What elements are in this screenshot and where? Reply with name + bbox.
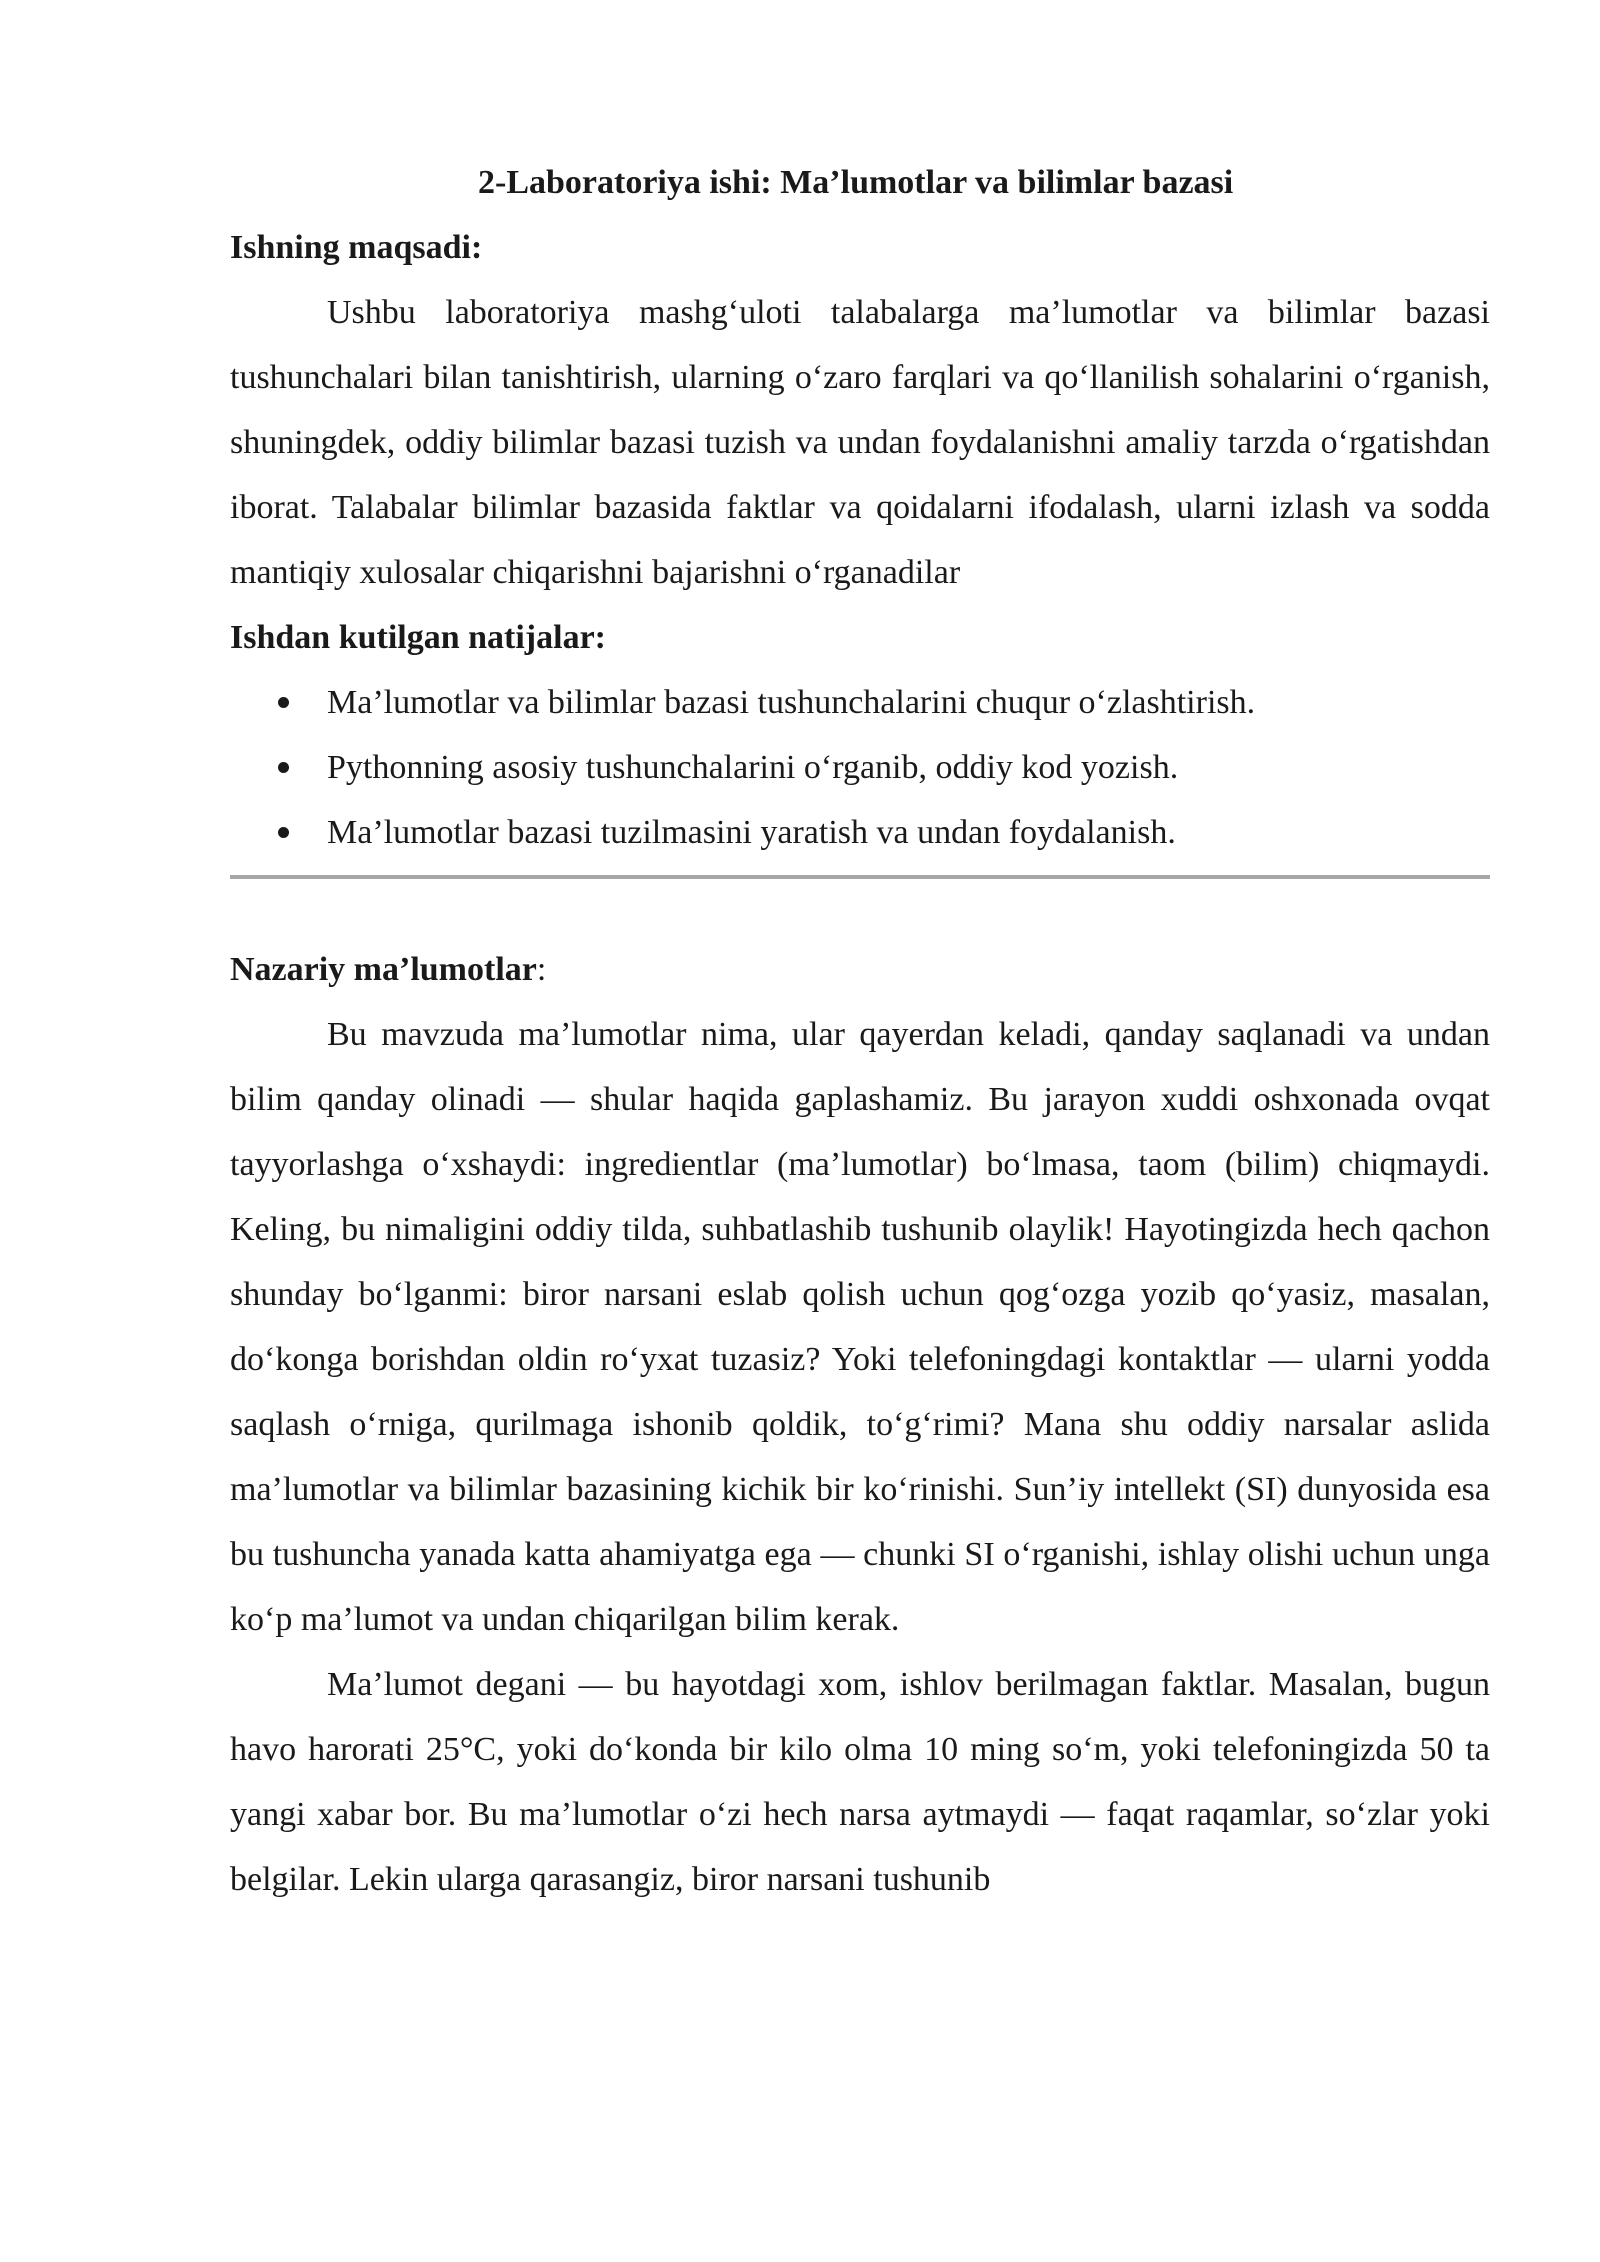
list-item-text: Pythonning asosiy tushunchalarini o‘rganib, oddiy kod yozish. xyxy=(327,749,1179,786)
document-title: 2-Laboratoriya ishi: Ma’lumotlar va bilimlar bazasi xyxy=(478,164,1234,201)
list-item xyxy=(230,670,1490,735)
results-heading: Ishdan kutilgan natijalar: xyxy=(230,619,606,656)
list-item xyxy=(230,800,1490,865)
list-item-text: Ma’lumotlar va bilimlar bazasi tushunchalarini chuqur o‘zlashtirish. xyxy=(327,684,1256,721)
results-list xyxy=(230,670,1490,865)
list-item-text: Ma’lumotlar bazasi tuzilmasini yaratish va undan foydalanish. xyxy=(327,814,1176,851)
theory-heading-colon: : xyxy=(536,951,547,988)
document-page xyxy=(230,150,1490,1912)
theory-paragraph-2: Ma’lumot degani — bu hayotdagi xom, ishlov berilmagan faktlar. Masalan, bugun havo harorati 25°C, yoki do‘konda bir kilo olma 10 ming so‘m, yoki telefoningizda 50 ta yangi xabar bor. Bu ma’lumotlar o‘zi hech narsa aytmaydi — faqat raqamlar, so‘zlar yoki belgilar. Lekin ularga qarasangiz, biror narsani tushunib xyxy=(230,1666,1490,1898)
goal-heading: Ishning maqsadi: xyxy=(230,229,483,266)
bullet-icon xyxy=(278,697,289,708)
bullet-icon xyxy=(278,827,289,838)
list-item xyxy=(230,735,1490,800)
theory-heading xyxy=(230,937,1490,1002)
bullet-icon xyxy=(278,762,289,773)
section-spacer xyxy=(230,879,1490,937)
theory-heading-text: Nazariy ma’lumotlar xyxy=(230,951,537,988)
goal-paragraph: Ushbu laboratoriya mashg‘uloti talabalarga ma’lumotlar va bilimlar bazasi tushunchalari bilan tanishtirish, ularning o‘zaro farqlari va qo‘llanilish sohalarini o‘rganish, shuningdek, oddiy bilimlar bazasi tuzish va undan foydalanishni amaliy tarzda o‘rgatishdan iborat. Talabalar bilimlar bazasida faktlar va qoidalarni ifodalash, ularni izlash va sodda mantiqiy xulosalar chiqarishni bajarishni o‘rganadilar xyxy=(230,294,1490,591)
theory-paragraph-1: Bu mavzuda ma’lumotlar nima, ular qayerdan keladi, qanday saqlanadi va undan bilim qanday olinadi — shular haqida gaplashamiz. Bu jarayon xuddi oshxonada ovqat tayyorlashga o‘xshaydi: ingredientlar (ma’lumotlar) bo‘lmasa, taom (bilim) chiqmaydi. Keling, bu nimaligini oddiy tilda, suhbatlashib tushunib olaylik! Hayotingizda hech qachon shunday bo‘lganmi: biror narsani eslab qolish uchun qog‘ozga yozib qo‘yasiz, masalan, do‘konga borishdan oldin ro‘yxat tuzasiz? Yoki telefoningdagi kontaktlar — ularni yodda saqlash o‘rniga, qurilmaga ishonib qoldik, to‘g‘rimi? Mana shu oddiy narsalar aslida ma’lumotlar va bilimlar bazasining kichik bir ko‘rinishi. Sun’iy intellekt (SI) dunyosida esa bu tushuncha yanada katta ahamiyatga ega — chunki SI o‘rganishi, ishlay olishi uchun unga ko‘p ma’lumot va undan chiqarilgan bilim kerak. xyxy=(230,1016,1490,1638)
